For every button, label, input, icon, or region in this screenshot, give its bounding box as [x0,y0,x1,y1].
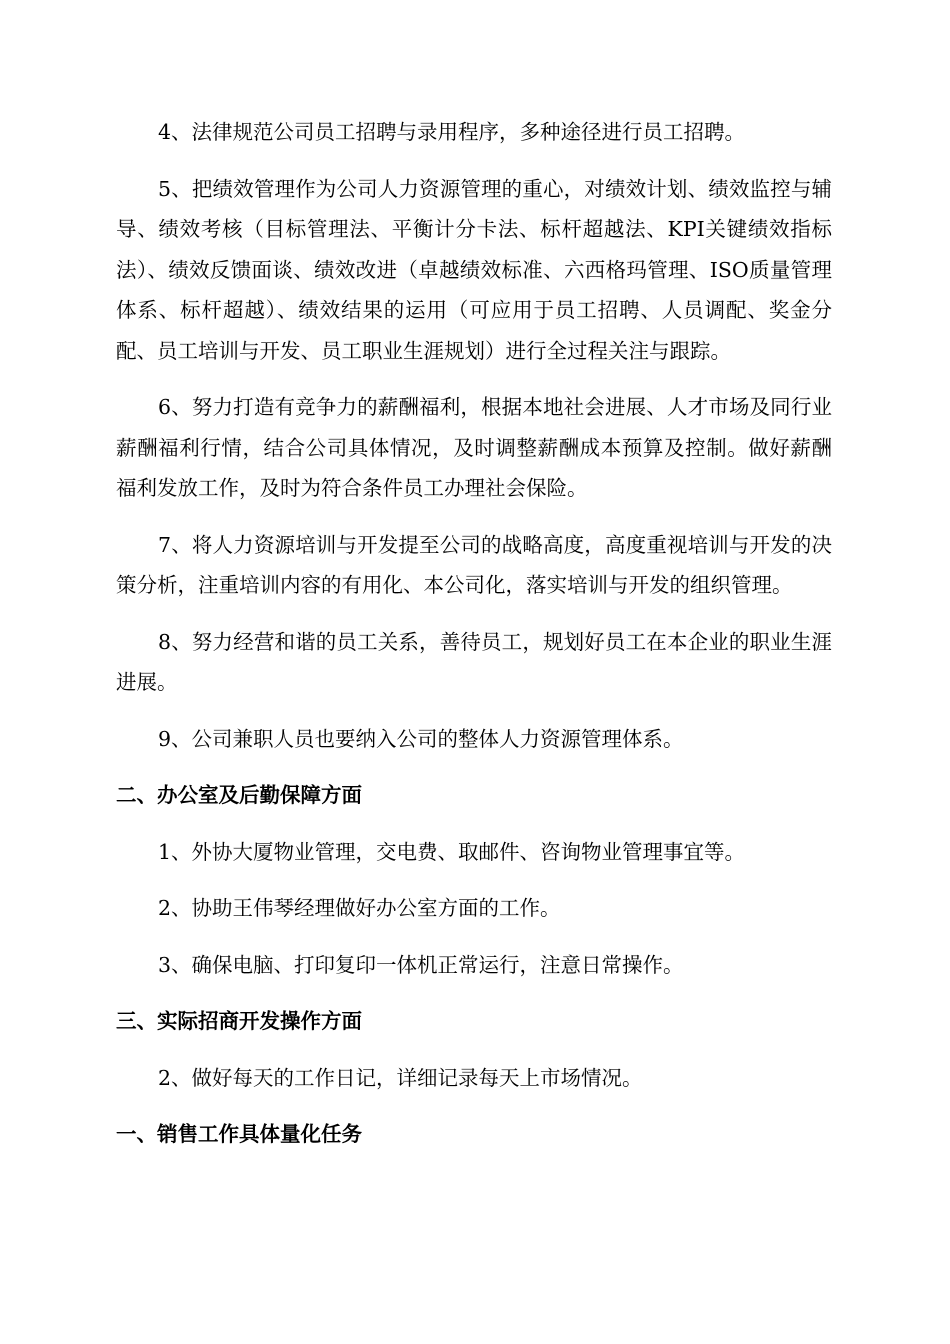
paragraph-investment-2: 2、做好每天的工作日记，详细记录每天上市场情况。 [158,1065,643,1090]
paragraph-office-3: 3、确保电脑、打印复印一体机正常运行，注意日常操作。 [158,952,684,977]
paragraph-item-4: 4、法律规范公司员工招聘与录用程序，多种途径进行员工招聘。 [158,120,746,144]
section-heading-sales: 一、销售工作具体量化任务 [116,1122,362,1146]
paragraph-office-2: 2、协助王伟琴经理做好办公室方面的工作。 [158,896,561,920]
paragraph-item-8: 8、努力经营和谐的员工关系，善待员工，规划好员工在本企业的职业生涯进展。 [116,629,832,694]
document-body [116,112,832,1171]
section-heading-office: 二、办公室及后勤保障方面 [116,783,362,807]
paragraph-office-1: 1、外协大厦物业管理，交电费、取邮件、咨询物业管理事宜等。 [158,839,746,864]
paragraph-item-9: 9、公司兼职人员也要纳入公司的整体人力资源管理体系。 [158,726,684,751]
paragraph-item-5: 5、把绩效管理作为公司人力资源管理的重心，对绩效计划、绩效监控与辅导、绩效考核（目标管理法、平衡计分卡法、标杆超越法、KPI关键绩效指标法）、绩效反馈面谈、绩效改进（卓越绩效标准、六西格玛管理、ISO质量管理体系、标杆超越）、绩效结果的运用（可应用于员工招聘、人员调配、奖金分配、员工培训与开发、员工职业生涯规划）进行全过程关注与跟踪。 [116,176,832,363]
section-heading-investment: 三、实际招商开发操作方面 [116,1009,362,1033]
paragraph-item-6: 6、努力打造有竞争力的薪酬福利，根据本地社会进展、人才市场及同行业薪酬福利行情，结合公司具体情况，及时调整薪酬成本预算及控制。做好薪酬福利发放工作，及时为符合条件员工办理社会保险。 [116,395,832,500]
paragraph-item-7: 7、将人力资源培训与开发提至公司的战略高度，高度重视培训与开发的决策分析，注重培训内容的有用化、本公司化，落实培训与开发的组织管理。 [116,532,832,597]
